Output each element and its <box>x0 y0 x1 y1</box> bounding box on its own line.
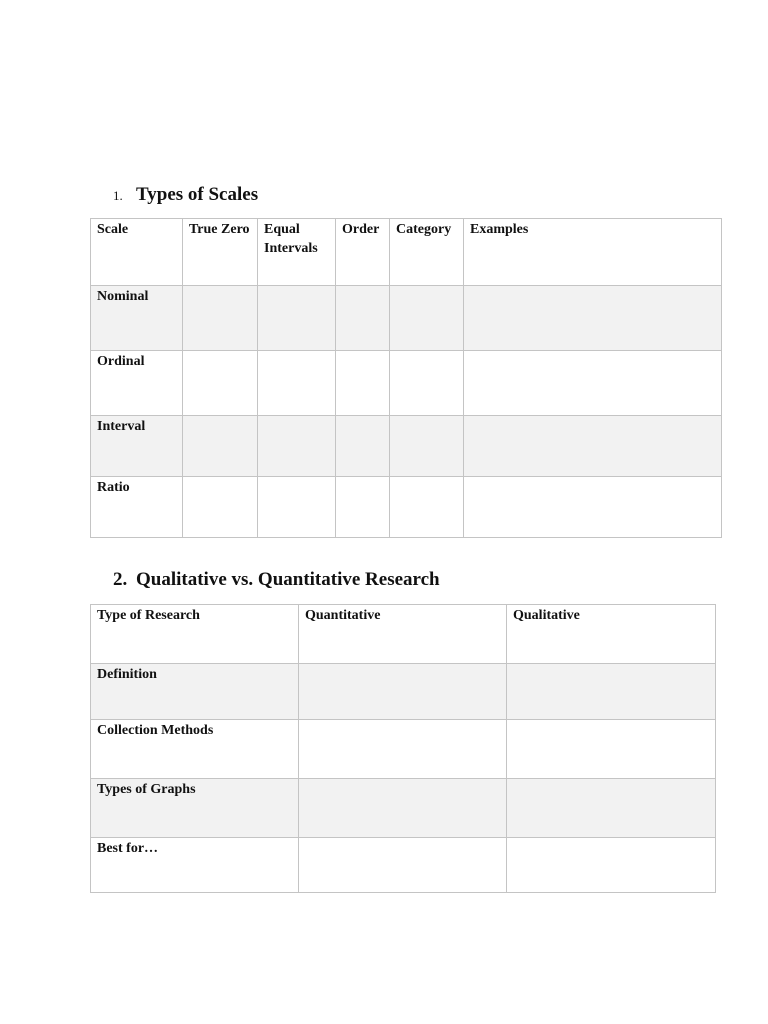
research-table <box>90 604 716 893</box>
empty-cell[interactable] <box>183 416 258 477</box>
header-cell-quantitative: Quantitative <box>299 605 507 664</box>
empty-cell[interactable] <box>507 838 716 893</box>
header-cell-equal-intervals: Equal Intervals <box>258 219 336 286</box>
empty-cell[interactable] <box>183 286 258 351</box>
empty-cell[interactable] <box>464 477 722 538</box>
empty-cell[interactable] <box>258 351 336 416</box>
empty-cell[interactable] <box>299 779 507 838</box>
row-label-definition: Definition <box>91 664 299 720</box>
header-cell-scale: Scale <box>91 219 183 286</box>
header-cell-examples: Examples <box>464 219 722 286</box>
table-row <box>91 416 722 477</box>
empty-cell[interactable] <box>507 720 716 779</box>
table-header-row <box>91 605 716 664</box>
empty-cell[interactable] <box>299 720 507 779</box>
section-1-heading <box>113 184 258 206</box>
header-cell-qualitative: Qualitative <box>507 605 716 664</box>
row-label-collection-methods: Collection Methods <box>91 720 299 779</box>
empty-cell[interactable] <box>507 779 716 838</box>
section-2-title: Qualitative vs. Quantitative Research <box>136 569 440 590</box>
empty-cell[interactable] <box>464 286 722 351</box>
table-row <box>91 286 722 351</box>
row-label-ratio: Ratio <box>91 477 183 538</box>
empty-cell[interactable] <box>299 838 507 893</box>
table-row <box>91 351 722 416</box>
row-label-types-of-graphs: Types of Graphs <box>91 779 299 838</box>
table-row <box>91 720 716 779</box>
table-row <box>91 477 722 538</box>
row-label-best-for: Best for… <box>91 838 299 893</box>
table-row <box>91 664 716 720</box>
section-2-number: 2. <box>113 569 128 590</box>
empty-cell[interactable] <box>464 416 722 477</box>
row-label-interval: Interval <box>91 416 183 477</box>
table-row <box>91 779 716 838</box>
section-2-heading <box>113 569 440 591</box>
empty-cell[interactable] <box>183 351 258 416</box>
empty-cell[interactable] <box>390 477 464 538</box>
empty-cell[interactable] <box>336 286 390 351</box>
header-cell-category: Category <box>390 219 464 286</box>
row-label-ordinal: Ordinal <box>91 351 183 416</box>
row-label-nominal: Nominal <box>91 286 183 351</box>
empty-cell[interactable] <box>336 416 390 477</box>
empty-cell[interactable] <box>336 477 390 538</box>
empty-cell[interactable] <box>507 664 716 720</box>
header-cell-true-zero: True Zero <box>183 219 258 286</box>
empty-cell[interactable] <box>390 351 464 416</box>
section-1-title: Types of Scales <box>136 184 259 205</box>
empty-cell[interactable] <box>258 286 336 351</box>
empty-cell[interactable] <box>464 351 722 416</box>
empty-cell[interactable] <box>299 664 507 720</box>
empty-cell[interactable] <box>258 416 336 477</box>
empty-cell[interactable] <box>183 477 258 538</box>
empty-cell[interactable] <box>390 286 464 351</box>
table-header-row <box>91 219 722 286</box>
table-row <box>91 838 716 893</box>
empty-cell[interactable] <box>336 351 390 416</box>
section-1-number: 1. <box>113 188 123 203</box>
header-cell-type-of-research: Type of Research <box>91 605 299 664</box>
empty-cell[interactable] <box>390 416 464 477</box>
empty-cell[interactable] <box>258 477 336 538</box>
scales-table <box>90 218 722 538</box>
header-cell-order: Order <box>336 219 390 286</box>
